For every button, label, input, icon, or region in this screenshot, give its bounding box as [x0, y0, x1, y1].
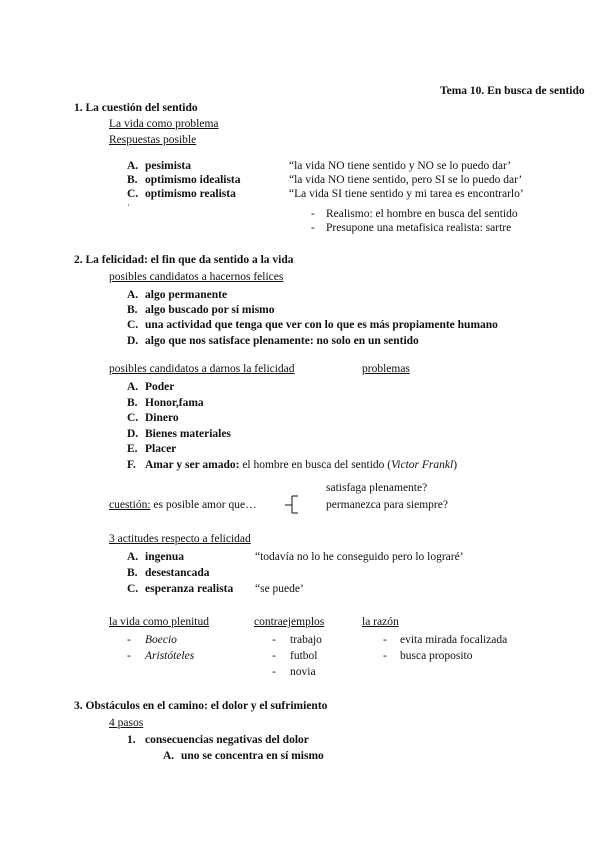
- list-item: Boecio: [145, 634, 177, 646]
- dash-bullet-icon: -: [272, 634, 276, 646]
- question-option-2: permanezca para siempre?: [326, 499, 448, 511]
- dash-bullet-icon: -: [311, 222, 315, 234]
- list-letter: A.: [127, 551, 139, 563]
- list-letter: E.: [127, 443, 138, 455]
- substep-item: uno se concentra en sí mismo: [181, 750, 324, 762]
- list-letter: B.: [127, 304, 138, 316]
- list-letter: C.: [127, 583, 139, 595]
- dash-bullet-icon: -: [311, 208, 315, 220]
- candidate-item: Placer: [145, 443, 177, 455]
- candidate-item: Poder: [145, 381, 175, 393]
- answer-quote: “La vida SI tiene sentido y mi tarea es encontrarlo’: [289, 188, 524, 200]
- amar-text: el hombre en busca del sentido (: [242, 459, 392, 471]
- list-item: trabajo: [290, 634, 322, 646]
- candidate-item: una actividad que tenga que ver con lo que es más propiamente humano: [145, 319, 498, 331]
- attitude-name: desestancada: [145, 567, 210, 579]
- attitude-name: esperanza realista: [145, 583, 234, 595]
- dash-bullet-icon: -: [272, 650, 276, 662]
- candidate-item: Bienes materiales: [145, 428, 231, 440]
- dash-bullet-icon: -: [127, 634, 131, 646]
- subheading-problemas: problemas: [362, 363, 410, 375]
- subheading-pasos: 4 pasos: [109, 717, 144, 729]
- question-text: es posible amor que…: [153, 499, 257, 511]
- subheading-actitudes: 3 actitudes respecto a felicidad: [109, 533, 251, 545]
- amar-label: Amar y ser amado:: [145, 459, 240, 471]
- col-title-plenitud: la vida como plenitud: [109, 616, 209, 628]
- candidate-item: Honor,fama: [145, 397, 204, 409]
- list-letter: F.: [127, 459, 136, 471]
- step-item: consecuencias negativas del dolor: [145, 734, 309, 746]
- question: [109, 498, 257, 512]
- dash-bullet-icon: -: [127, 650, 131, 662]
- subheading-vida-problema: La vida como problema: [109, 118, 219, 130]
- list-item: Aristóteles: [145, 650, 195, 662]
- list-letter: D.: [127, 428, 139, 440]
- col-title-razon: la razón: [362, 616, 399, 628]
- subheading-respuestas: Respuestas posible: [109, 134, 197, 146]
- document-title: Tema 10. En busca de sentido: [440, 85, 585, 97]
- section-3-heading: 3. Obstáculos en el camino: el dolor y el sufrimiento: [74, 700, 328, 712]
- answer-name: pesimista: [145, 160, 191, 172]
- list-letter: B.: [127, 567, 138, 579]
- list-letter: B.: [127, 397, 138, 409]
- list-item: novia: [290, 666, 316, 678]
- list-item: busca proposito: [400, 650, 473, 662]
- candidate-item-amar: [145, 458, 457, 472]
- list-letter: C.: [127, 412, 139, 424]
- answer-name: optimismo realista: [145, 188, 236, 200]
- dash-bullet-icon: -: [383, 634, 387, 646]
- list-number: 1.: [127, 734, 136, 746]
- section-2-heading: 2. La felicidad: el fin que da sentido a la vida: [74, 254, 294, 266]
- author-name: Victor Frankl: [391, 459, 454, 471]
- answer-quote: “la vida NO tiene sentido, pero SI se lo puedo dar’: [289, 174, 523, 186]
- question-option-1: satisfaga plenamente?: [326, 482, 428, 494]
- list-letter: C.: [127, 188, 139, 200]
- note-realismo: Realismo: el hombre en busca del sentido: [326, 208, 518, 220]
- list-letter: A.: [163, 750, 175, 762]
- stray-mark: ‘: [127, 202, 130, 212]
- question-label: cuestión:: [109, 499, 151, 511]
- dash-bullet-icon: -: [383, 650, 387, 662]
- subheading-candidatos: posibles candidatos a hacernos felices: [109, 271, 284, 283]
- section-1-heading: 1. La cuestión del sentido: [74, 102, 198, 114]
- attitude-name: ingenua: [145, 551, 184, 563]
- list-letter: A.: [127, 160, 139, 172]
- list-item: evita mirada focalizada: [400, 634, 508, 646]
- candidate-item: algo permanente: [145, 289, 228, 301]
- list-letter: A.: [127, 289, 139, 301]
- list-letter: A.: [127, 381, 139, 393]
- list-letter: C.: [127, 319, 139, 331]
- list-item: futbol: [290, 650, 318, 662]
- attitude-quote: “todavía no lo he conseguido pero lo logrаré’: [255, 551, 464, 563]
- subheading-candidatos-felicidad: posibles candidatos a darnos la felicidad: [109, 363, 295, 375]
- dash-bullet-icon: -: [272, 666, 276, 678]
- candidate-item: algo buscado por sí mismo: [145, 304, 275, 316]
- list-letter: D.: [127, 335, 139, 347]
- note-metafisica: Presupone una metafisica realista: sartre: [326, 222, 512, 234]
- candidate-item: algo que nos satisface plenamente: no solo en un sentido: [145, 335, 419, 347]
- answer-quote: “la vida NO tiene sentido y NO se lo puedo dar’: [289, 160, 512, 172]
- attitude-quote: “se puede’: [255, 583, 304, 595]
- answer-name: optimismo idealista: [145, 174, 241, 186]
- list-letter: B.: [127, 174, 138, 186]
- candidate-item: Dinero: [145, 412, 179, 424]
- amar-close: ): [453, 459, 458, 471]
- col-title-contraejemplos: contraejemplos: [254, 616, 325, 628]
- bracket-icon: [284, 495, 304, 515]
